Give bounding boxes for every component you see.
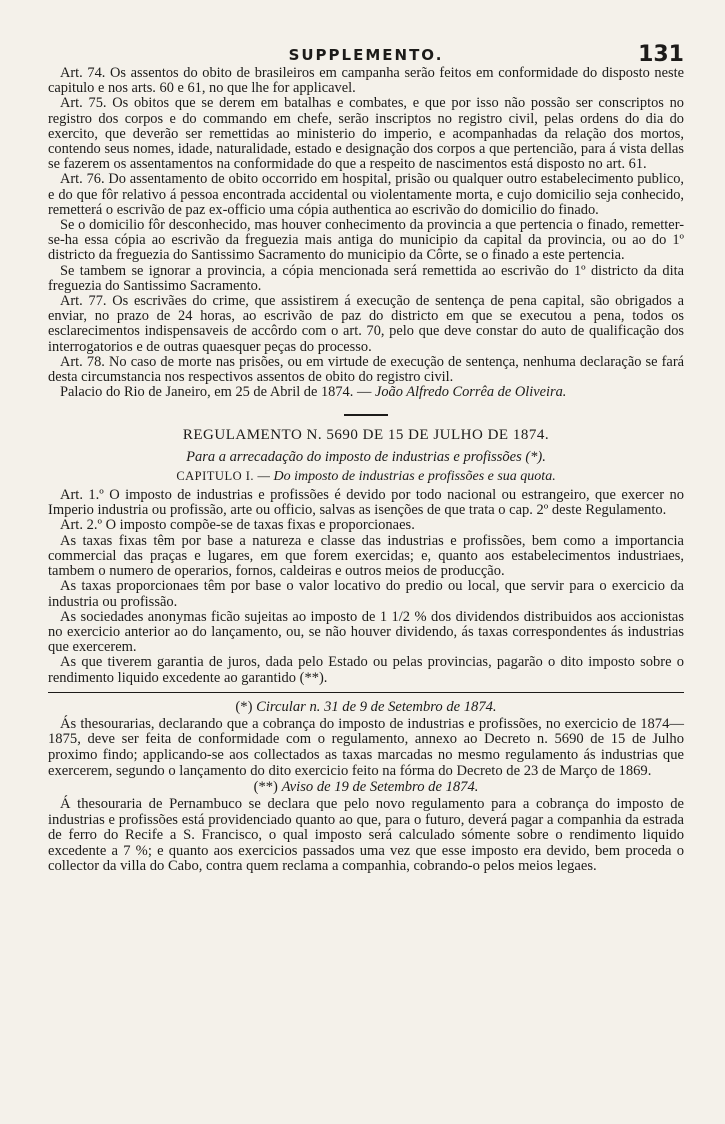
signature-place: Palacio do Rio de Janeiro, em 25 de Abril de 1874. — [60, 384, 372, 401]
book-page [48, 40, 684, 875]
article-74: Art. 74. Os assentos do obito de brasileiros em campanha serão feitos em conformidade do disposto neste capitulo e nos arts. 60 e 61, no que lhe for applicavel. [48, 65, 684, 97]
article-76-para-3: Se tambem se ignorar a provincia, a cópia mencionada será remettida ao escrivão do 1º districto da dita freguezia do Santissimo Sacramento. [48, 262, 684, 294]
footnote-rule [48, 692, 684, 693]
regulation-para-fixed-taxes: As taxas fixas têm por base a natureza e classe das industrias e profissões, bem como a importancia commercial das praças e lugares, em que forem exercidas; e, quanto aos estabelecimentos industriaes, tambem o numero de operarios, fornos, caldeiras e outros meios de producção. [48, 532, 684, 580]
article-76-para-2: Se o domicilio fôr desconhecido, mas houver conhecimento da provincia a que pertencia o finado, remetter-se-ha essa cópia ao escrivão da freguezia mais antiga do municipio da capital da provincia, ou ao do 1º districto da freguezia do Santissimo Sacramento do municipio da Côrte, se o finado a este pertencia. [48, 217, 684, 264]
regulation-article-2: Art. 2.º O imposto compõe-se de taxas fixas e proporcionaes. [60, 517, 415, 534]
regulation-subtitle: Para a arrecadação do imposto de industrias e profissões (*). [186, 448, 546, 465]
header-title: SUPPLEMENTO. [288, 46, 444, 64]
article-76: Art. 76. Do assentamento de obito occorrido em hospital, prisão ou qualquer outro estabelecimento publico, e do que fôr relativo á pessoa encontrada accidental ou violentamente morta, e cujo domicilio seja conhecido, remetterá o escrivão de paz ex-officio uma cópia authentica ao escrivão do domicilio do finado. [48, 171, 684, 218]
footnote-1-marker: (*) [235, 698, 253, 715]
civil-registry-articles [48, 66, 684, 400]
regulation-title: REGULAMENTO N. 5690 DE 15 DE JULHO DE 1874. [182, 427, 550, 444]
section-divider [344, 414, 388, 416]
signature-name: João Alfredo Corrêa de Oliveira. [374, 384, 567, 401]
chapter-heading [48, 469, 684, 484]
article-75: Art. 75. Os obitos que se derem em batalhas e combates, e que por isso não possão ser conscriptos no registro dos corpos e do commando em chefe, serão inscriptos no registro civil, pelas ordens do dia do exercito, que deverão ser remettidas ao ministerio do imperio, e acompanhadas da relação dos mortos, contendo seus nomes, idade, naturalidade, estado e designação dos corpos a que pertencião, para á vista dellas se fazerem os assentamentos na conformidade do que a respeito de nascimentos está disposto no art. 61. [48, 95, 684, 173]
article-78: Art. 78. No caso de morte nas prisões, ou em virtude de execução de sentença, nenhuma declaração se fará desta circumstancia nos respectivos assentos de obito do registro civil. [48, 353, 684, 386]
page-number: 131 [638, 42, 684, 67]
footnotes [48, 699, 684, 875]
footnote-1-text: Ás thesourarias, declarando que a cobrança do imposto de industrias e profissões, no exercicio de 1874—1875, deve ser feita de conformidade com o regulamento, annexo ao Decreto n. 5690 de 15 de Julho proximo findo; applicando-se aos collectados as taxas marcadas no mesmo regulamento ás industrias que exercerem, segundo o lançamento do dito exercicio feito na fórma do Decreto de 23 de Março de 1869. [48, 715, 684, 779]
footnote-2-text: Á thesouraria de Pernambuco se declara que pelo novo regulamento para a cobrança do imposto de industrias e profissões está providenciado quanto ao que, para o futuro, deverá pagar a companhia da estrada de ferro do Recife a S. Francisco, o qual imposto será calculado sómente sobre o rendimento liquido excedente a 7 %; e quanto aos exercicios passados uma vez que esse imposto era devido, bem proceda o collector da villa do Cabo, contra quem reclama a companhia, cobrando-o pelos meios legaes. [48, 796, 684, 875]
regulation-article-1: Art. 1.º O imposto de industrias e profissões é devido por todo nacional ou estrangeiro, que exercer no Imperio industria ou profissão, arte ou officio, salvas as isenções de que trata o cap. 2º deste Regulamento. [48, 487, 684, 519]
footnote-2-heading [48, 779, 684, 795]
footnote-2-title: Aviso de 19 de Setembro de 1874. [281, 779, 479, 796]
chapter-label: CAPITULO I. [176, 468, 255, 483]
regulation-section [48, 428, 684, 685]
regulation-para-societies: As sociedades anonymas ficão sujeitas ao imposto de 1 1/2 % dos dividendos distribuidos aos accionistas no exercicio anterior ao do lançamento, ou, se não houver dividendo, ás taxas correspondentes ás industrias que exercerem. [48, 608, 684, 656]
regulation-para-proportional-taxes: As taxas proporcionaes têm por base o valor locativo do predio ou local, que servir para o exercicio da industria ou profissão. [48, 578, 684, 610]
signature-line [48, 385, 684, 400]
article-77: Art. 77. Os escrivães do crime, que assistirem á execução de sentença de pena capital, são obrigados a enviar, no prazo de 24 horas, ao escrivão de paz do districto em que se executou a pena, todos os esclarecimentos indispensaveis de accôrdo com o art. 70, pelo que deve constar do auto de qualificação dos interrogatorios e de outras quaesquer peças do processo. [48, 293, 684, 355]
footnote-1-title: Circular n. 31 de 9 de Setembro de 1874. [256, 698, 497, 715]
regulation-para-guaranteed: As que tiverem garantia de juros, dada pelo Estado ou pelas provincias, pagarão o dito imposto sobre o rendimento liquido excedente ao garantido (**). [48, 654, 684, 686]
chapter-title: — Do imposto de industrias e profissões e sua quota. [257, 468, 556, 484]
footnote-2-marker: (**) [253, 779, 278, 796]
running-header [48, 40, 684, 66]
footnote-1-heading [48, 699, 684, 715]
